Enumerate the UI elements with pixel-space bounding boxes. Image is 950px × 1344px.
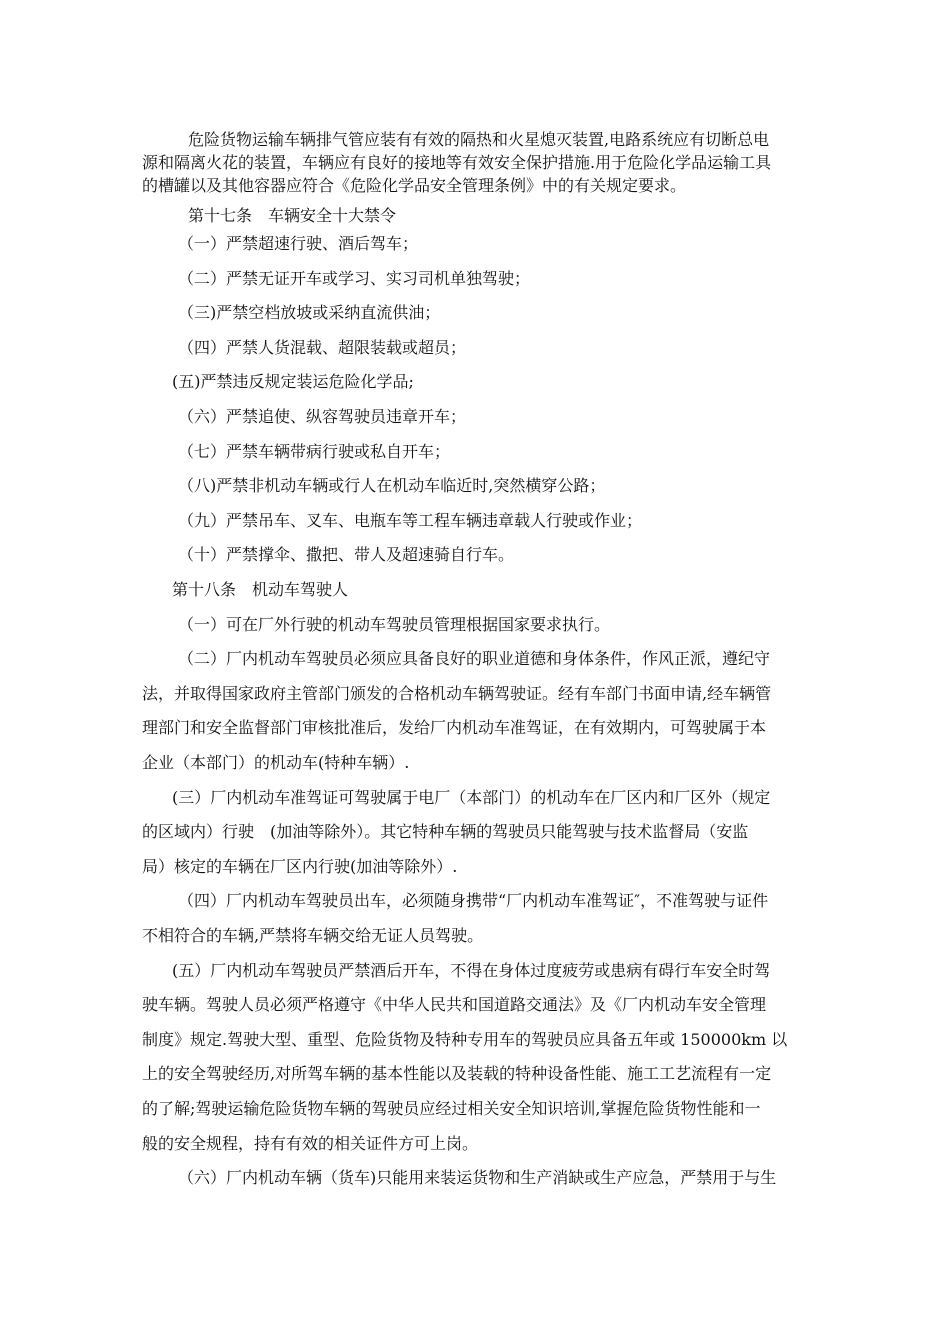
paragraph-line: （六）厂内机动车辆（货车)只能用来装运货物和生产消缺或生产应急，严禁用于与生 <box>178 1168 777 1188</box>
list-item: （十）严禁撑伞、撒把、带人及超速骑自行车。 <box>178 545 515 565</box>
list-item: （八)严禁非机动车辆或行人在机动车临近时,突然横穿公路； <box>178 476 606 496</box>
paragraph-line: 的了解;驾驶运输危险货物车辆的驾驶员应经过相关安全知识培训,掌握危险货物性能和一 <box>142 1098 761 1118</box>
intro-paragraph <box>142 128 810 197</box>
paragraph-line: 的区域内）行驶 (加油等除外）。其它特种车辆的驾驶员只能驾驶与技术监督局（安监 <box>142 822 749 842</box>
list-item: （六）严禁追使、纵容驾驶员违章开车； <box>178 406 467 426</box>
list-item: （九）严禁吊车、叉车、电瓶车等工程车辆违章载人行驶或作业； <box>178 510 643 530</box>
paragraph-line: 局）核定的车辆在厂区内行驶(加油等除外）. <box>142 856 458 876</box>
article18-heading: 第十八条 机动车驾驶人 <box>172 580 349 599</box>
paragraph-line: (三）厂内机动车准驾证可驾驶属于电厂（本部门）的机动车在厂区内和厂区外（规定 <box>172 787 771 807</box>
intro-line: 源和隔离火花的装置，车辆应有良好的接地等有效安全保护措施.用于危险化学品运输工具 <box>142 153 772 172</box>
paragraph-line: 驶车辆。驾驶人员必须严格遵守《中华人民共和国道路交通法》及《厂内机动车安全管理 <box>142 995 767 1015</box>
list-item: （三)严禁空档放坡或采纳直流供油； <box>178 303 441 323</box>
list-item: （七）严禁车辆带病行驶或私自开车； <box>178 441 451 461</box>
list-item: （四）严禁人货混载、超限装载或超员； <box>178 337 467 357</box>
paragraph-line: 不相符合的车辆,严禁将车辆交给无证人员驾驶。 <box>142 925 484 945</box>
paragraph-line: 上的安全驾驶经历,对所驾车辆的基本性能以及装载的特种设备性能、施工工艺流程有一定 <box>142 1064 772 1084</box>
list-item: （二）严禁无证开车或学习、实习司机单独驾驶； <box>178 268 531 288</box>
paragraph-line: （四）厂内机动车驾驶员出车，必须随身携带“厂内机动车准驾证″，不准驾驶与证件 <box>178 891 769 911</box>
paragraph-line: 理部门和安全监督部门审核批准后，发给厂内机动车准驾证，在有效期内，可驾驶属于本 <box>142 718 767 738</box>
paragraph-line: 企业（本部门）的机动车(特种车辆）. <box>142 752 410 772</box>
article17-list <box>142 227 810 573</box>
article18-block <box>142 573 810 1196</box>
intro-line: 的槽罐以及其他容器应符合《危险化学品安全管理条例》中的有关规定要求。 <box>142 176 687 195</box>
article17-heading: 第十七条 车辆安全十大禁令 <box>188 206 397 225</box>
paragraph-line: 法，并取得国家政府主管部门颁发的合格机动车辆驾驶证。经有车部门书面申请,经车辆管 <box>142 683 772 703</box>
paragraph-line: （二）厂内机动车驾驶员必须应具备良好的职业道德和身体条件，作风正派，遵纪守 <box>178 649 771 669</box>
paragraph-line: (五）厂内机动车驾驶员严禁酒后开车，不得在身体过度疲劳或患病有碍行车安全时驾 <box>172 960 771 980</box>
list-item: （一）严禁超速行驶、酒后驾车； <box>178 234 419 253</box>
paragraph-line: （一）可在厂外行驶的机动车驾驶员管理根据国家要求执行。 <box>178 614 611 634</box>
paragraph-line: 制度》规定.驾驶大型、重型、危险货物及特种专用车的驾驶员应具备五年或 150000km 以 <box>142 1029 788 1049</box>
list-item: (五)严禁违反规定装运危险化学品; <box>172 372 414 392</box>
intro-line: 危险货物运输车辆排气管应装有有效的隔热和火星熄灭装置,电路系统应有切断总电 <box>188 130 770 149</box>
paragraph-line: 般的安全规程，持有有效的相关证件方可上岗。 <box>142 1133 479 1153</box>
